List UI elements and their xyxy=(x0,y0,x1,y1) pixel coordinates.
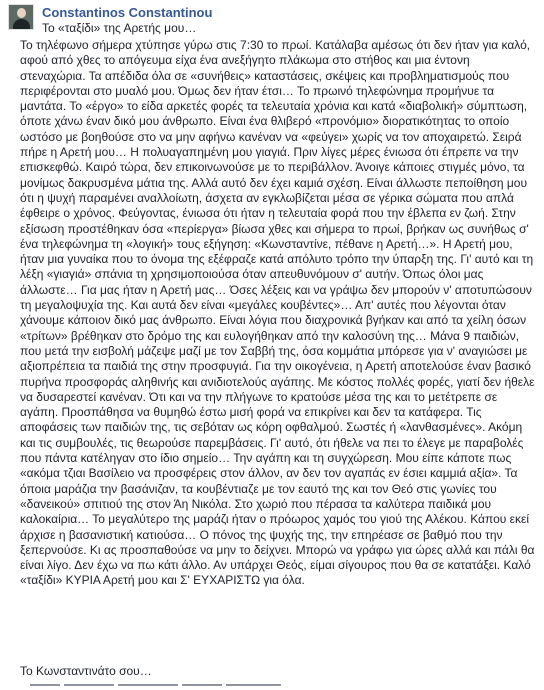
avatar-body xyxy=(13,19,30,30)
avatar[interactable] xyxy=(8,4,34,30)
post-signoff: Το Κωνσταντινάτο σου… xyxy=(20,664,152,678)
truncated-text-line xyxy=(30,684,310,690)
post-header xyxy=(8,4,536,35)
post-title: Το «ταξίδι» της Αρετής μου… xyxy=(42,21,197,35)
post-body xyxy=(20,38,536,589)
author-name-link[interactable]: Constantinos Constantinou xyxy=(42,5,213,20)
post-body-text: Το τηλέφωνο σήμερα χτύπησε γύρω στις 7:30 το πρωί. Κατάλαβα αμέσως ότι δεν ήταν για καλό, αφού από χθες το απόγευμα είχα ένα ανεξήγητο πλάκωμα στο στήθος και μια έντονη στεναχώρια. Τα απέδιδα όλα σε «συνήθεις» καταστάσεις, σκέψεις και προβληματισμούς που περιφέρονται στο μυαλό μου. Όμως δεν ήταν έτσι… Το πρωινό τηλεφώνημα προμήνυε τα μαντάτα. Το «έργο» το είδα αρκετές φορές τα τελευταία χρόνια και κατά «διαβολική» σύμπτωση, όποτε χάνω έναν δικό μου άνθρωπο. Είναι ένα θλιβερό «προνόμιο» διορατικότητας το οποίο ωστόσο με βοηθούσε στο να μην αφήνω κανέναν να «φεύγει» χωρίς να τον αποχαιρετώ. Σειρά πήρε η Αρετή μου… Η πολυαγαπημένη μου γιαγιά. Πριν λίγες μέρες ένιωσα ότι έπρεπε να την επισκεφθώ. Καιρό τώρα, δεν επικοινωνούσε με το περιβάλλον. Άνοιγε κάποιες στιγμές μόνο, τα μονίμως δακρυσμένα μάτια της. Αλλά αυτό δεν έχει καμιά σχέση. Είναι άλλωστε πεποίθηση μου ότι η ψυχή παραμένει αναλλοίωτη, άσχετα αν εγκλωβίζεται μέσα σε γέρικα σώματα που απλά έφθειρε ο χρόνος. Φεύγοντας, ένιωσα ότι ήταν η τελευταία φορά που την έβλεπα εν ζωή. Στην εξίσωση προστέθηκαν όσα «περίεργα» βίωσα χθες και σήμερα το πρωί, βρήκαν ως συνήθως σ' ένα τηλεφώνημα τη «λογική» τους εξήγηση: «Κωνσταντίνε, πέθανε η Αρετή…». Η Αρετή μου, ήταν μια γυναίκα που το όνομα της εξέφραζε κατά απόλυτο τρόπο την ύπαρξη της. Γι' αυτό και τη λέξη «γιαγιά» σπάνια τη χρησιμοποιούσα όταν απευθυνόμουν σ' αυτήν. Όπως όλοι μας άλλωστε… Για μας ήταν η Αρετή μας… Όσες λέξεις και να γράψω δεν μπορούν ν' αποτυπώσουν τη μεγαλοψυχία της. Και αυτά δεν είναι «μεγάλες κουβέντες»… Απ' αυτές που λέγονται όταν χάνουμε κάποιον δικό μας άνθρωπο. Είναι λόγια που διαχρονικά βγήκαν και από τα χείλη όσων «τρίτων» βρέθηκαν στο δρόμο της και ευλογήθηκαν από την καλοσύνη της… Μάνα 9 παιδιών, που μετά την εισβολή μάζεψε μαζί με τον Σαββή της, όσα κομμάτια μπόρεσε για ν' αναγιώσει με αξιοπρέπεια τα παιδιά της στην προσφυγιά. Για την οικογένεια, η Αρετή αποτελούσε έναν βασικό πυρήνα προσφοράς αληθινής και ανιδιοτελούς αγάπης. Με κόστος πολλές φορές, γιατί δεν ήθελε να δυσαρεστεί κανέναν. Ότι και να την πλήγωνε το κρατούσε μέσα της και το μετέτρεπε σε αγάπη. Προσπάθησα να θυμηθώ έστω μισή φορά να επικρίνει και δεν τα κατάφερα. Τις αποφάσεις των παιδιών της, τις σεβόταν ως κόρη οφθαλμού. Σωστές ή «λανθασμένες». Ακόμη και τις συμβουλές, τις θεωρούσε παρεμβάσεις. Γι' αυτό, ότι ήθελε να πει το έλεγε με παραβολές που πάντα κατέληγαν στο ίδιο σημείο… Την αγάπη και τη συγχώρεση. Μου είπε κάποτε πως «ακόμα τζιαι Βασίλειο να προσφέρεις στον άλλον, αν δεν τον αγαπάς εν έσιει καμμιά αξία». Τα όποια μαράζια την βασάνιζαν, τα κουβέντιαζε με τον εαυτό της και τον Θεό στις γωνίες του «δανεικού» σπιτιού της στον Άη Νικόλα. Στο χωριό που πέρασα τα καλύτερα παιδικά μου καλοκαίρια… Το μεγαλύτερο της μαράζι ήταν ο πρόωρος χαμός του γιού της Αλέκου. Κάπου εκεί άρχισε η βασανιστική κατιούσα… Ο πόνος της ψυχής της, την επηρέασε σε βαθμό που την ξεπερνούσε. Κι ας προσπαθούσε να μην το δείχνει. Μπορώ να γράφω για ώρες αλλά και πάλι θα είναι λίγο. Δεν έχω να πω κάτι άλλο. Αν υπάρχει Θεός, είμαι σίγουρος που θα σε κατατάξει. Καλό «ταξίδι» ΚΥΡΙΑ Αρετή μου και Σ' ΕΥΧΑΡΙΣΤΩ για όλα. xyxy=(20,38,535,588)
avatar-head xyxy=(17,8,26,18)
